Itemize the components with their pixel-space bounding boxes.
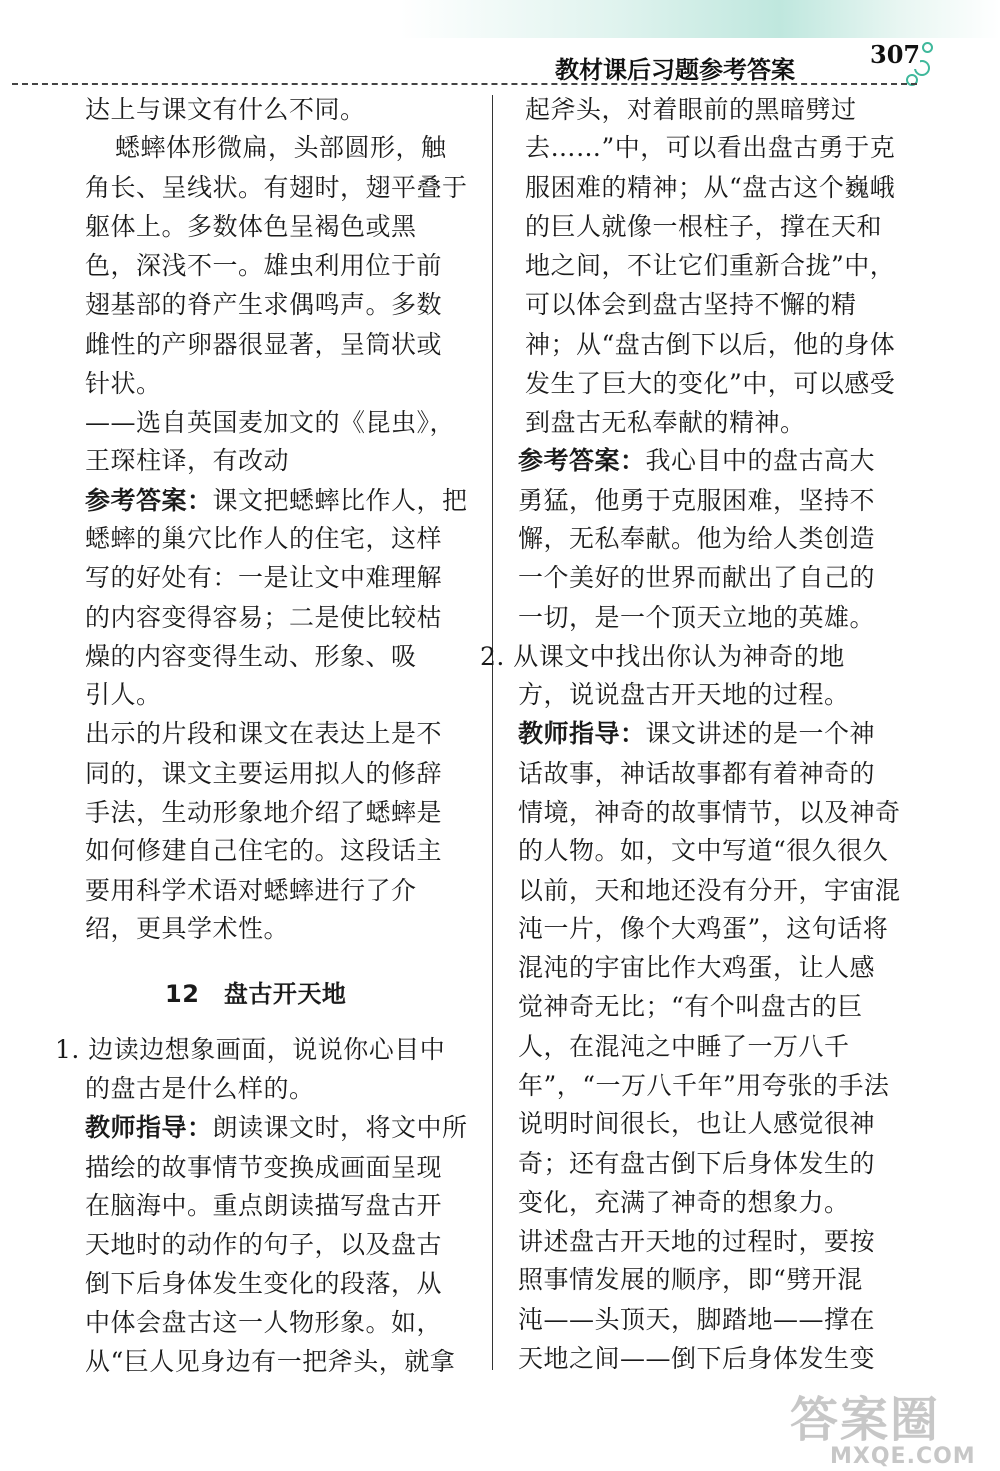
left-text-line <box>85 1269 442 1299</box>
right-text-line <box>525 212 882 242</box>
line-text: 的内容变得容易；二是使比较枯 <box>85 603 443 632</box>
line-text: 蟋蟀的巢穴比作人的住宅，这样 <box>85 524 443 553</box>
line-text: 如何修建自己住宅的。这段话主 <box>85 836 443 865</box>
right-text-line <box>518 1344 875 1374</box>
line-text: 绍，更具学术性。 <box>85 914 290 943</box>
left-text-line <box>85 330 442 360</box>
left-text-line <box>85 1230 442 1260</box>
line-text: 年”，“一万八千年”用夸张的手法 <box>518 1071 890 1100</box>
line-text: 可以体会到盘古坚持不懈的精 <box>525 290 857 319</box>
right-text-line <box>525 369 895 399</box>
left-text-line <box>85 563 442 593</box>
right-text-line <box>525 290 857 320</box>
left-text-line <box>85 408 455 438</box>
line-text: 发生了巨大的变化”中，可以感受 <box>525 369 896 398</box>
right-text-line <box>525 173 895 203</box>
line-text: ——选自英国麦加文的《昆虫》， <box>85 408 456 437</box>
line-text: 到盘古无私奉献的精神。 <box>525 408 806 437</box>
line-text: 天地之间——倒下后身体发生变 <box>518 1344 876 1373</box>
right-text-line <box>518 524 875 554</box>
line-text: 王琛柱译，有改动 <box>85 446 290 475</box>
decorative-circle <box>922 42 933 53</box>
right-text-line <box>518 446 875 476</box>
line-text: 描绘的故事情节变换成画面呈现 <box>85 1153 443 1182</box>
left-text-line <box>85 212 417 242</box>
left-text-line <box>55 1035 445 1065</box>
left-text-line <box>85 290 442 320</box>
right-text-line <box>518 876 901 906</box>
line-text: 引人。 <box>85 680 162 709</box>
right-text-line <box>518 563 875 593</box>
right-text-line <box>518 836 888 866</box>
line-text: 人，在混沌之中睡了一万八千 <box>518 1032 850 1061</box>
left-text-line <box>85 1191 442 1221</box>
left-text-line <box>85 603 442 633</box>
line-text: 手法，生动形象地介绍了蟋蟀是 <box>85 798 443 827</box>
line-text: 达上与课文有什么不同。 <box>85 95 366 124</box>
line-text: 说明时间很长，也让人感觉很神 <box>518 1109 876 1138</box>
answer-label: 教师指导： <box>518 719 646 748</box>
header-divider <box>12 83 917 85</box>
left-text-line <box>85 524 442 554</box>
line-text: 课文讲述的是一个神 <box>645 719 876 748</box>
line-text: 照事情发展的顺序，即“劈开混 <box>518 1265 863 1294</box>
line-text: 以前，天和地还没有分开，宇宙混 <box>518 876 901 905</box>
right-text-line <box>480 642 845 672</box>
left-text-line <box>85 759 442 789</box>
watermark <box>790 1392 976 1469</box>
right-text-line <box>518 759 875 789</box>
left-text-line <box>85 876 417 906</box>
answer-label: 教师指导： <box>85 1113 213 1142</box>
line-text: 起斧头，对着眼前的黑暗劈过 <box>525 95 857 124</box>
right-text-line <box>518 1109 875 1139</box>
line-text: 中体会盘古这一人物形象。如， <box>85 1308 443 1337</box>
header-decoration-band <box>0 0 1000 38</box>
line-text: 情境，神奇的故事情节，以及神奇 <box>518 798 901 827</box>
line-text: 沌——头顶天，脚踏地——撑在 <box>518 1305 876 1334</box>
right-text-line <box>518 1188 850 1218</box>
line-text: 倒下后身体发生变化的段落，从 <box>85 1269 443 1298</box>
line-text: 写的好处有：一是让文中难理解 <box>85 563 443 592</box>
left-text-line <box>85 486 468 516</box>
line-text: 我心目中的盘古高大 <box>645 446 876 475</box>
line-text: 12 盘古开天地 <box>165 980 347 1008</box>
line-text: 话故事，神话故事都有着神奇的 <box>518 759 876 788</box>
line-text: 课文把蟋蟀比作人，把 <box>212 486 468 515</box>
left-text-line <box>85 1308 442 1338</box>
line-text: 同的，课文主要运用拟人的修辞 <box>85 759 443 788</box>
column-divider <box>492 95 493 1370</box>
right-text-line <box>518 992 863 1022</box>
right-text-line <box>518 914 888 944</box>
line-text: 的人物。如，文中写道“很久很久 <box>518 836 889 865</box>
left-text-line <box>115 133 447 163</box>
line-text: 去……”中，可以看出盘古勇于克 <box>525 133 896 162</box>
right-text-line <box>518 680 850 710</box>
left-text-line <box>85 95 366 125</box>
left-text-line <box>85 1074 315 1104</box>
line-text: 翅基部的脊产生求偶鸣声。多数 <box>85 290 443 319</box>
line-text: 奇；还有盘古倒下后身体发生的 <box>518 1149 876 1178</box>
right-text-line <box>518 1149 875 1179</box>
right-text-line <box>518 1071 889 1101</box>
line-text: 懈，无私奉献。他为给人类创造 <box>518 524 876 553</box>
line-text: 从“巨人见身边有一把斧头，就拿 <box>85 1347 456 1376</box>
left-text-line <box>85 642 417 672</box>
line-text: 出示的片段和课文在表达上是不 <box>85 719 443 748</box>
watermark-url: MXQE.COM <box>830 1444 976 1469</box>
line-text: 天地时的动作的句子，以及盘古 <box>85 1230 443 1259</box>
right-text-line <box>525 251 895 281</box>
left-text-line <box>85 719 442 749</box>
watermark-logo-text: 答案圈 <box>790 1392 941 1448</box>
line-text: 觉神奇无比；“有个叫盘古的巨 <box>518 992 863 1021</box>
right-text-line <box>525 95 857 125</box>
line-text: 2. 从课文中找出你认为神奇的地 <box>480 642 845 671</box>
answer-label: 参考答案： <box>518 446 646 475</box>
left-text-line <box>85 798 442 828</box>
right-text-line <box>518 798 901 828</box>
line-text: 方，说说盘古开天地的过程。 <box>518 680 850 709</box>
line-text: 在脑海中。重点朗读描写盘古开 <box>85 1191 443 1220</box>
left-text-line <box>85 680 162 710</box>
page-header-title: 教材课后习题参考答案 <box>555 56 795 84</box>
left-text-line <box>85 251 442 281</box>
left-text-line <box>85 1113 468 1143</box>
right-text-line <box>518 719 875 749</box>
left-text-line <box>85 369 162 399</box>
left-text-line <box>85 1347 455 1377</box>
line-text: 角长、呈线状。有翅时，翅平叠于 <box>85 173 468 202</box>
left-text-line <box>85 173 468 203</box>
right-text-line <box>525 408 806 438</box>
line-text: 神；从“盘古倒下以后，他的身体 <box>525 330 896 359</box>
line-text: 服困难的精神；从“盘古这个巍峨 <box>525 173 896 202</box>
line-text: 混沌的宇宙比作大鸡蛋，让人感 <box>518 953 876 982</box>
left-text-line <box>85 836 442 866</box>
left-text-line <box>85 446 289 476</box>
section-heading <box>165 979 346 1009</box>
right-text-line <box>518 486 875 516</box>
line-text: 一切，是一个顶天立地的英雄。 <box>518 603 876 632</box>
page-number: 307 <box>870 40 921 69</box>
line-text: 躯体上。多数体色呈褐色或黑 <box>85 212 417 241</box>
line-text: 要用科学术语对蟋蟀进行了介 <box>85 876 417 905</box>
line-text: 蟋蟀体形微扁，头部圆形，触 <box>115 133 447 162</box>
line-text: 勇猛，他勇于克服困难，坚持不 <box>518 486 876 515</box>
line-text: 地之间，不让它们重新合拢”中， <box>525 251 896 280</box>
line-text: 讲述盘古开天地的过程时，要按 <box>518 1227 876 1256</box>
line-text: 雌性的产卵器很显著，呈筒状或 <box>85 330 443 359</box>
right-text-line <box>518 953 875 983</box>
left-text-line <box>85 914 289 944</box>
line-text: 色，深浅不一。雄虫利用位于前 <box>85 251 443 280</box>
line-text: 的盘古是什么样的。 <box>85 1074 315 1103</box>
right-text-line <box>518 1227 875 1257</box>
right-text-line <box>518 1305 875 1335</box>
right-text-line <box>525 133 895 163</box>
line-text: 1. 边读边想象画面，说说你心目中 <box>55 1035 446 1064</box>
right-text-line <box>518 603 875 633</box>
line-text: 沌一片，像个大鸡蛋”，这句话将 <box>518 914 889 943</box>
line-text: 燥的内容变得生动、形象、吸 <box>85 642 417 671</box>
right-text-line <box>518 1032 850 1062</box>
answer-label: 参考答案： <box>85 486 213 515</box>
line-text: 变化，充满了神奇的想象力。 <box>518 1188 850 1217</box>
line-text: 针状。 <box>85 369 162 398</box>
line-text: 的巨人就像一根柱子，撑在天和 <box>525 212 883 241</box>
line-text: 一个美好的世界而献出了自己的 <box>518 563 876 592</box>
right-text-line <box>525 330 895 360</box>
line-text: 朗读课文时，将文中所 <box>212 1113 468 1142</box>
right-text-line <box>518 1265 863 1295</box>
left-text-line <box>85 1153 442 1183</box>
